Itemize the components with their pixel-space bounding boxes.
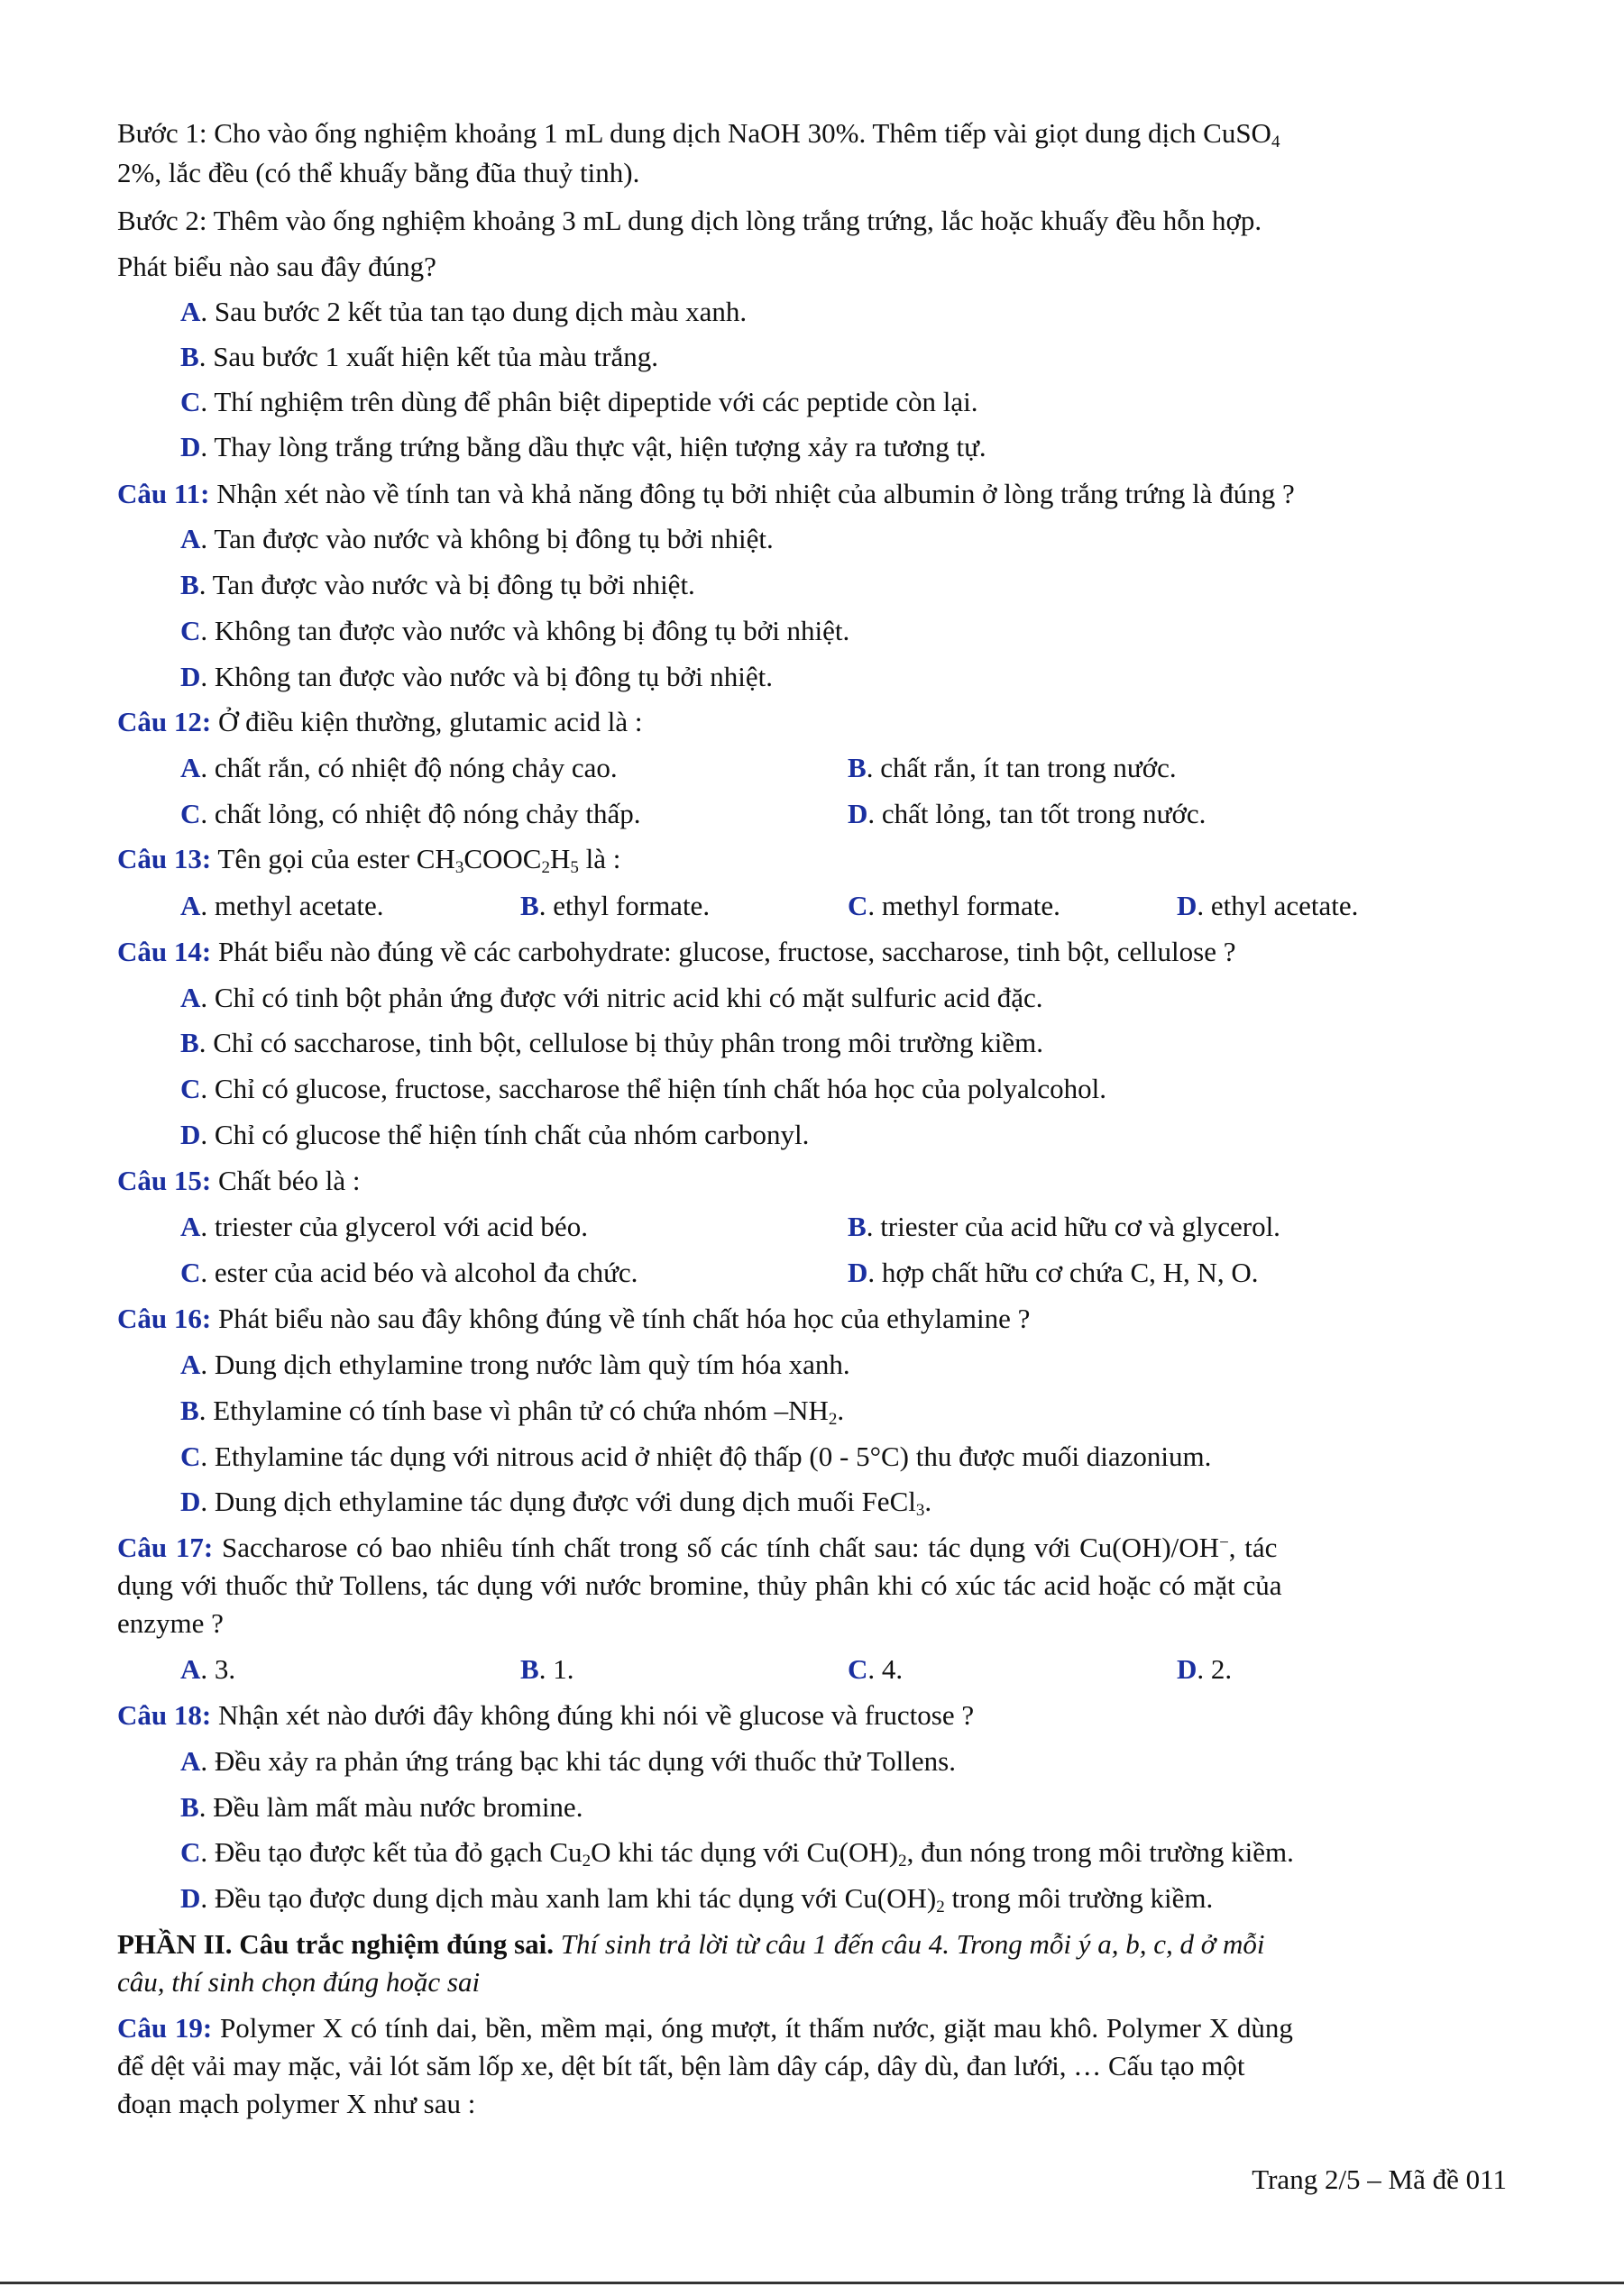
- option-c: C. ester của acid béo và alcohol đa chức.: [180, 1257, 638, 1288]
- question-15: Câu 15: Chất béo là :: [117, 1165, 361, 1196]
- option-c: C. Ethylamine tác dụng với nitrous acid ở nhiệt độ thấp (0 - 5°C) thu được muối diazonium.: [180, 1441, 1212, 1472]
- part-2-heading: PHẦN II. Câu trắc nghiệm đúng sai. Thí sinh trả lời từ câu 1 đến câu 4. Trong mỗi ý a, b, c, d ở mỗi: [117, 1928, 1265, 1960]
- option-d: D. ethyl acetate.: [1177, 890, 1359, 921]
- option-a: A. Tan được vào nước và không bị đông tụ bởi nhiệt.: [180, 523, 774, 554]
- option-b: B. Chỉ có saccharose, tinh bột, cellulose bị thủy phân trong môi trường kiềm.: [180, 1027, 1044, 1058]
- option-d: D. Đều tạo được dung dịch màu xanh lam khi tác dụng với $Cu(OH)_2$ trong môi trường kiềm.: [180, 1882, 1214, 1916]
- question-17: Câu 17: Saccharose có bao nhiêu tính chất trong số các tính chất sau: tác dụng với Cu(OH)/OH−, tác: [117, 1532, 1278, 1563]
- option-a: A. Chỉ có tinh bột phản ứng được với nitric acid khi có mặt sulfuric acid đặc.: [180, 982, 1043, 1013]
- option-d: D. Dung dịch ethylamine tác dụng được với dung dịch muối FeCl$_3$.: [180, 1486, 932, 1520]
- option-a: A. Đều xảy ra phản ứng tráng bạc khi tác dụng với thuốc thử Tollens.: [180, 1745, 956, 1777]
- option-b: B. Ethylamine có tính base vì phân tử có chứa nhóm $-NH_2$.: [180, 1395, 845, 1429]
- option-b: B. ethyl formate.: [520, 890, 711, 921]
- question-17-line3: enzyme ?: [117, 1607, 224, 1639]
- option-c: C. Chỉ có glucose, fructose, saccharose thể hiện tính chất hóa học của polyalcohol.: [180, 1073, 1106, 1104]
- option-c: C. chất lỏng, có nhiệt độ nóng chảy thấp.: [180, 798, 641, 829]
- option-d: D. chất lỏng, tan tốt trong nước.: [848, 798, 1207, 829]
- option-b: B. chất rắn, ít tan trong nước.: [848, 752, 1177, 783]
- step1-line1: Bước 1: Cho vào ống nghiệm khoảng 1 mL dung dịch NaOH 30%. Thêm tiếp vài giọt dung dịch CuSO$_4$: [117, 117, 1280, 151]
- question-12: Câu 12: Ở điều kiện thường, glutamic acid là :: [117, 706, 643, 737]
- question-14: Câu 14: Phát biểu nào đúng về các carbohydrate: glucose, fructose, saccharose, tinh bột, cellulose ?: [117, 936, 1236, 967]
- page-footer: Trang 2/5 – Mã đề 011: [1252, 2163, 1507, 2195]
- option-a: A. Dung dịch ethylamine trong nước làm quỳ tím hóa xanh.: [180, 1349, 850, 1380]
- question-11: Câu 11: Nhận xét nào về tính tan và khả năng đông tụ bởi nhiệt của albumin ở lòng trắng trứng là đúng ?: [117, 478, 1295, 509]
- step1-line2: 2%, lắc đều (có thể khuấy bằng đũa thuỷ tinh).: [117, 157, 640, 188]
- option-c: C. Đều tạo được kết tủa đỏ gạch $Cu_2O$ khi tác dụng với $Cu(OH)_2$, đun nóng trong môi trường kiềm.: [180, 1836, 1294, 1871]
- step2-line: Bước 2: Thêm vào ống nghiệm khoảng 3 mL dung dịch lòng trắng trứng, lắc hoặc khuấy đều hỗn hợp.: [117, 205, 1262, 236]
- option-b: B. Đều làm mất màu nước bromine.: [180, 1791, 583, 1823]
- question-17-line2: dụng với thuốc thử Tollens, tác dụng với nước bromine, thủy phân khi có xúc tác acid hoặc có mặt của: [117, 1569, 1282, 1601]
- question-18: Câu 18: Nhận xét nào dưới đây không đúng khi nói về glucose và fructose ?: [117, 1699, 975, 1731]
- question-19-line2: để dệt vải may mặc, vải lót săm lốp xe, dệt bít tất, bện làm dây cáp, dây dù, đan lưới, … Cấu tạo một: [117, 2050, 1245, 2081]
- option-d: D. Chỉ có glucose thể hiện tính chất của nhóm carbonyl.: [180, 1119, 810, 1150]
- part-2-instruction-line2: câu, thí sinh chọn đúng hoặc sai: [117, 1966, 481, 1998]
- option-d: D. hợp chất hữu cơ chứa C, H, N, O.: [848, 1257, 1259, 1288]
- option-b: B. 1.: [520, 1653, 574, 1685]
- option-a: A. 3.: [180, 1653, 236, 1685]
- option-c: C. 4.: [848, 1653, 904, 1685]
- option-a: A. triester của glycerol với acid béo.: [180, 1211, 588, 1242]
- option-a: A. chất rắn, có nhiệt độ nóng chảy cao.: [180, 752, 618, 783]
- option-c: C. methyl formate.: [848, 890, 1060, 921]
- option-c: C. Không tan được vào nước và không bị đông tụ bởi nhiệt.: [180, 615, 850, 646]
- question-19-line3: đoạn mạch polymer X như sau :: [117, 2088, 476, 2119]
- option-a: A. Sau bước 2 kết tủa tan tạo dung dịch màu xanh.: [180, 296, 748, 327]
- question-13: Câu 13: Tên gọi của ester $CH_3COOC_2H_5$ là :: [117, 843, 621, 877]
- question-prompt: Phát biểu nào sau đây đúng?: [117, 251, 436, 282]
- option-b: B. Sau bước 1 xuất hiện kết tủa màu trắng.: [180, 341, 658, 372]
- question-19: Câu 19: Polymer X có tính dai, bền, mềm mại, óng mượt, ít thấm nước, giặt mau khô. Polymer X dùng: [117, 2012, 1293, 2044]
- question-16: Câu 16: Phát biểu nào sau đây không đúng về tính chất hóa học của ethylamine ?: [117, 1303, 1031, 1334]
- bottom-rule: [0, 2282, 1624, 2284]
- option-d: D. Thay lòng trắng trứng bằng dầu thực vật, hiện tượng xảy ra tương tự.: [180, 431, 986, 462]
- option-d: D. 2.: [1177, 1653, 1233, 1685]
- option-c: C. Thí nghiệm trên dùng để phân biệt dipeptide với các peptide còn lại.: [180, 386, 978, 417]
- option-d: D. Không tan được vào nước và bị đông tụ bởi nhiệt.: [180, 661, 774, 692]
- option-a: A. methyl acetate.: [180, 890, 384, 921]
- option-b: B. Tan được vào nước và bị đông tụ bởi nhiệt.: [180, 569, 695, 600]
- option-b: B. triester của acid hữu cơ và glycerol.: [848, 1211, 1280, 1242]
